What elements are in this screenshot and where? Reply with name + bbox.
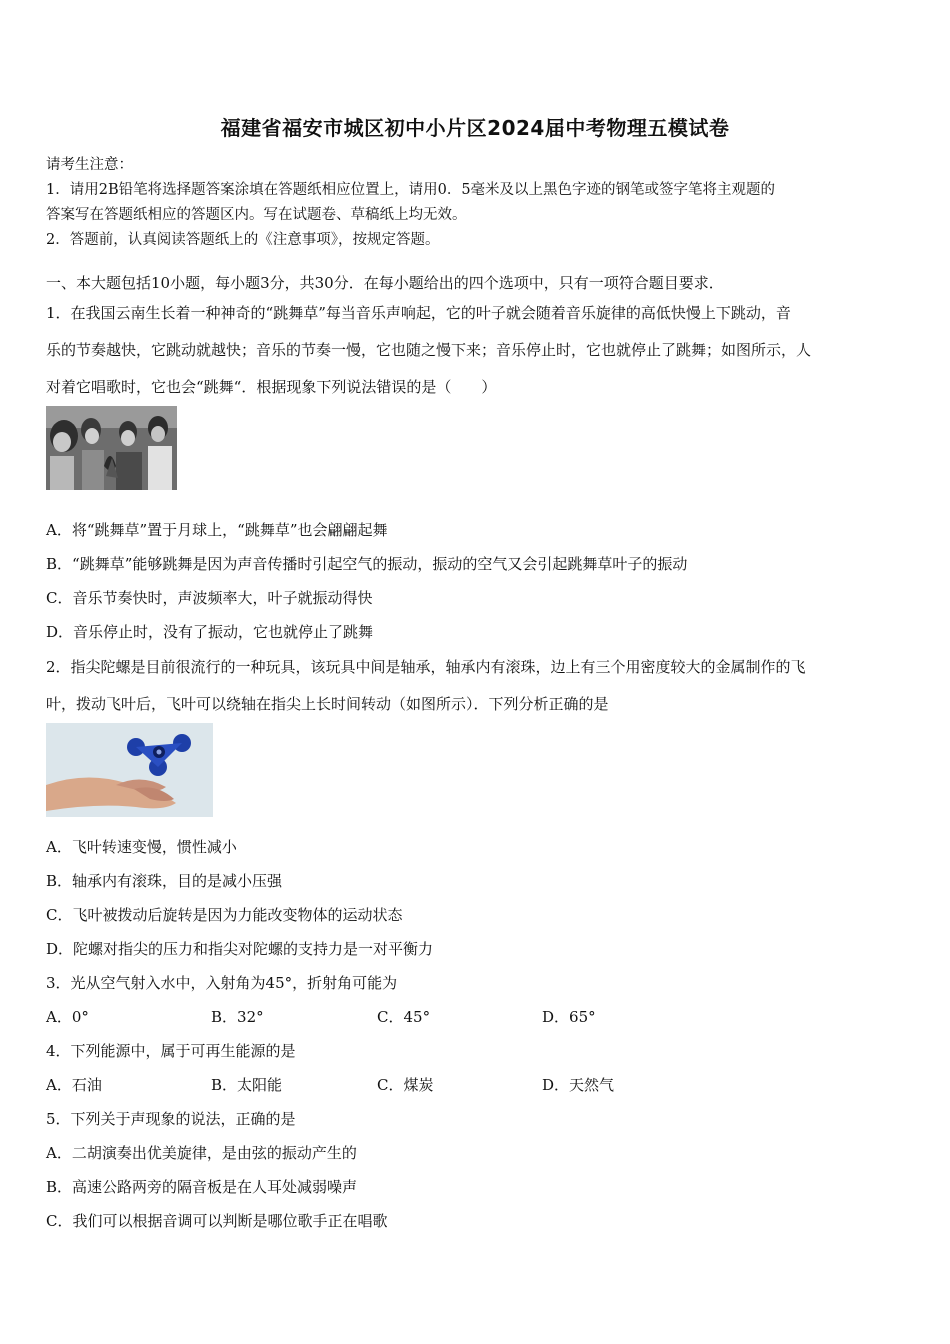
fidget-spinner-photo xyxy=(46,723,213,817)
q3-option-b: B．32° xyxy=(211,1008,264,1026)
q1-option-b: B．“跳舞草”能够跳舞是因为声音传播时引起空气的振动，振动的空气又会引起跳舞草叶子的振动 xyxy=(46,555,688,573)
dancing-grass-photo xyxy=(46,406,177,490)
q4-stem: 4．下列能源中，属于可再生能源的是 xyxy=(46,1042,296,1060)
q4-option-b: B．太阳能 xyxy=(211,1076,283,1094)
q4-option-c: C．煤炭 xyxy=(377,1076,434,1094)
q5-stem: 5．下列关于声现象的说法，正确的是 xyxy=(46,1110,296,1128)
q4-option-a: A．石油 xyxy=(46,1076,102,1094)
q4-option-d: D．天然气 xyxy=(542,1076,615,1094)
q1-stem-line-2: 乐的节奏越快，它跳动就越快；音乐的节奏一慢，它也随之慢下来；音乐停止时，它也就停止了跳舞；如图所示，人 xyxy=(46,341,812,359)
q5-option-b: B．高速公路两旁的隔音板是在人耳处减弱噪声 xyxy=(46,1178,358,1196)
q2-stem-line-2: 叶，拨动飞叶后，飞叶可以绕轴在指尖上长时间转动（如图所示）．下列分析正确的是 xyxy=(46,695,609,713)
page-title: 福建省福安市城区初中小片区2024届中考物理五模试卷 xyxy=(220,116,730,140)
q3-option-d: D．65° xyxy=(542,1008,596,1026)
notice-line-1a: 1．请用2B铅笔将选择题答案涂填在答题纸相应位置上，请用0．5毫米及以上黑色字迹的钢笔或签字笔将主观题的 xyxy=(46,182,776,198)
q1-option-a: A．将“跳舞草”置于月球上，“跳舞草”也会翩翩起舞 xyxy=(46,521,388,539)
q2-option-a: A．飞叶转速变慢，惯性减小 xyxy=(46,838,237,856)
q5-option-c: C．我们可以根据音调可以判断是哪位歌手正在唱歌 xyxy=(46,1212,388,1230)
q1-stem-line-1: 1．在我国云南生长着一种神奇的“跳舞草”每当音乐声响起，它的叶子就会随着音乐旋律的高低快慢上下跳动，音 xyxy=(46,304,791,322)
q3-option-a: A．0° xyxy=(46,1008,89,1026)
q1-option-d: D．音乐停止时，没有了振动，它也就停止了跳舞 xyxy=(46,623,374,641)
section-heading: 一、本大题包括10小题，每小题3分，共30分．在每小题给出的四个选项中，只有一项符合题目要求． xyxy=(46,274,724,292)
q2-option-b: B．轴承内有滚珠，目的是减小压强 xyxy=(46,872,283,890)
q1-stem-line-3: 对着它唱歌时，它也会“跳舞“．根据现象下列说法错误的是（ ） xyxy=(46,378,497,396)
notice-heading: 请考生注意： xyxy=(46,157,133,173)
q2-option-c: C．飞叶被拨动后旋转是因为力能改变物体的运动状态 xyxy=(46,906,403,924)
q1-option-c: C．音乐节奏快时，声波频率大，叶子就振动得快 xyxy=(46,589,373,607)
notice-line-2: 2．答题前，认真阅读答题纸上的《注意事项》，按规定答题。 xyxy=(46,232,440,248)
q2-option-d: D．陀螺对指尖的压力和指尖对陀螺的支持力是一对平衡力 xyxy=(46,940,434,958)
q2-stem-line-1: 2．指尖陀螺是目前很流行的一种玩具，该玩具中间是轴承，轴承内有滚珠，边上有三个用密度较大的金属制作的飞 xyxy=(46,658,806,676)
notice-line-1b: 答案写在答题纸相应的答题区内。写在试题卷、草稿纸上均无效。 xyxy=(46,207,467,223)
q5-option-a: A．二胡演奏出优美旋律，是由弦的振动产生的 xyxy=(46,1144,357,1162)
q3-option-c: C．45° xyxy=(377,1008,431,1026)
q3-stem: 3．光从空气射入水中，入射角为45°，折射角可能为 xyxy=(46,974,398,992)
